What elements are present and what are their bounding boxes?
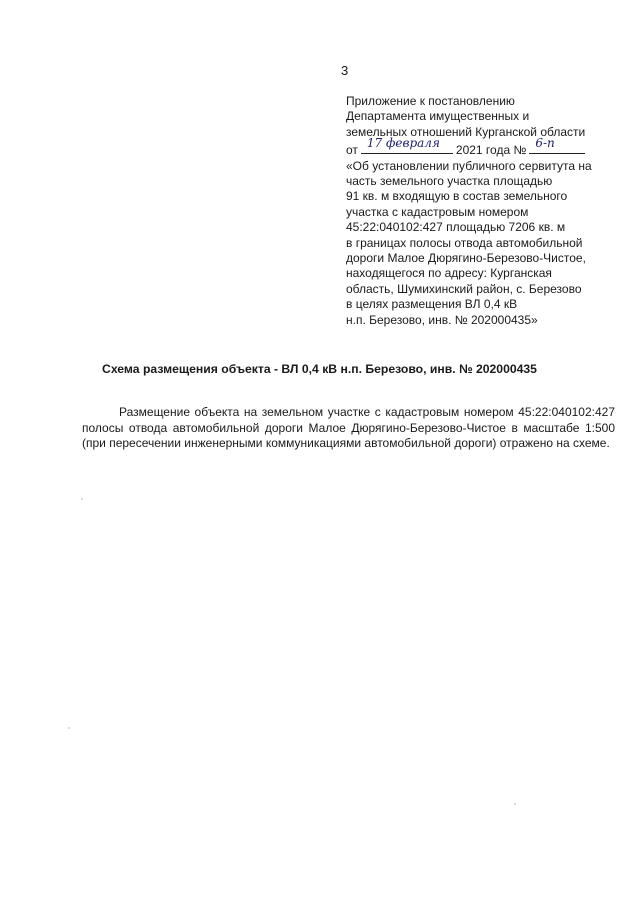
scan-speck bbox=[81, 498, 83, 500]
appendix-line: участка с кадастровым номером bbox=[346, 204, 529, 219]
appendix-line: область, Шумихинский район, с. Березово bbox=[346, 281, 582, 296]
appendix-line: дороги Малое Дюрягино-Березово-Чистое, bbox=[346, 251, 586, 266]
appendix-line: н.п. Березово, инв. № 202000435» bbox=[346, 312, 538, 327]
date-number-line bbox=[346, 136, 622, 158]
date-fill-field bbox=[361, 136, 453, 154]
scan-speck bbox=[514, 803, 516, 805]
appendix-line: в целях размещения ВЛ 0,4 кВ bbox=[346, 297, 518, 312]
handwritten-number: 6-п bbox=[535, 136, 555, 151]
appendix-line: 45:22:040102:427 площадью 7206 кв. м bbox=[346, 220, 566, 235]
appendix-line: в границах полосы отвода автомобильной bbox=[346, 235, 583, 250]
scan-speck bbox=[68, 727, 70, 729]
appendix-line: часть земельного участка площадью bbox=[346, 174, 553, 189]
appendix-line: Департамента имущественных и bbox=[346, 109, 530, 124]
body-paragraph: Размещение объекта на земельном участке с кадастровым номером 45:22:040102:427 полосы отвода автомобильной дороги Малое Дюрягино-Березово-Чистое в масштабе 1:500 (при пересечении инженерными коммуникациями автомобильной дороги) отражено на схеме. bbox=[82, 405, 615, 451]
date-prefix: от bbox=[346, 143, 358, 158]
page-number: 3 bbox=[341, 63, 349, 78]
appendix-line: находящегося по адресу: Курганская bbox=[346, 266, 552, 281]
appendix-line: 91 кв. м входящую в состав земельного bbox=[346, 189, 568, 204]
appendix-header bbox=[346, 94, 622, 328]
document-title: Схема размещения объекта - ВЛ 0,4 кВ н.п. Березово, инв. № 202000435 bbox=[102, 362, 537, 376]
number-fill-field bbox=[529, 136, 585, 154]
handwritten-date: 17 февраля bbox=[366, 136, 440, 151]
year-text: 2021 года № bbox=[455, 143, 527, 158]
appendix-line: земельных отношений Курганской области bbox=[346, 124, 586, 139]
appendix-line: «Об установлении публичного сервитута на bbox=[346, 158, 592, 173]
appendix-line: Приложение к постановлению bbox=[346, 94, 515, 108]
